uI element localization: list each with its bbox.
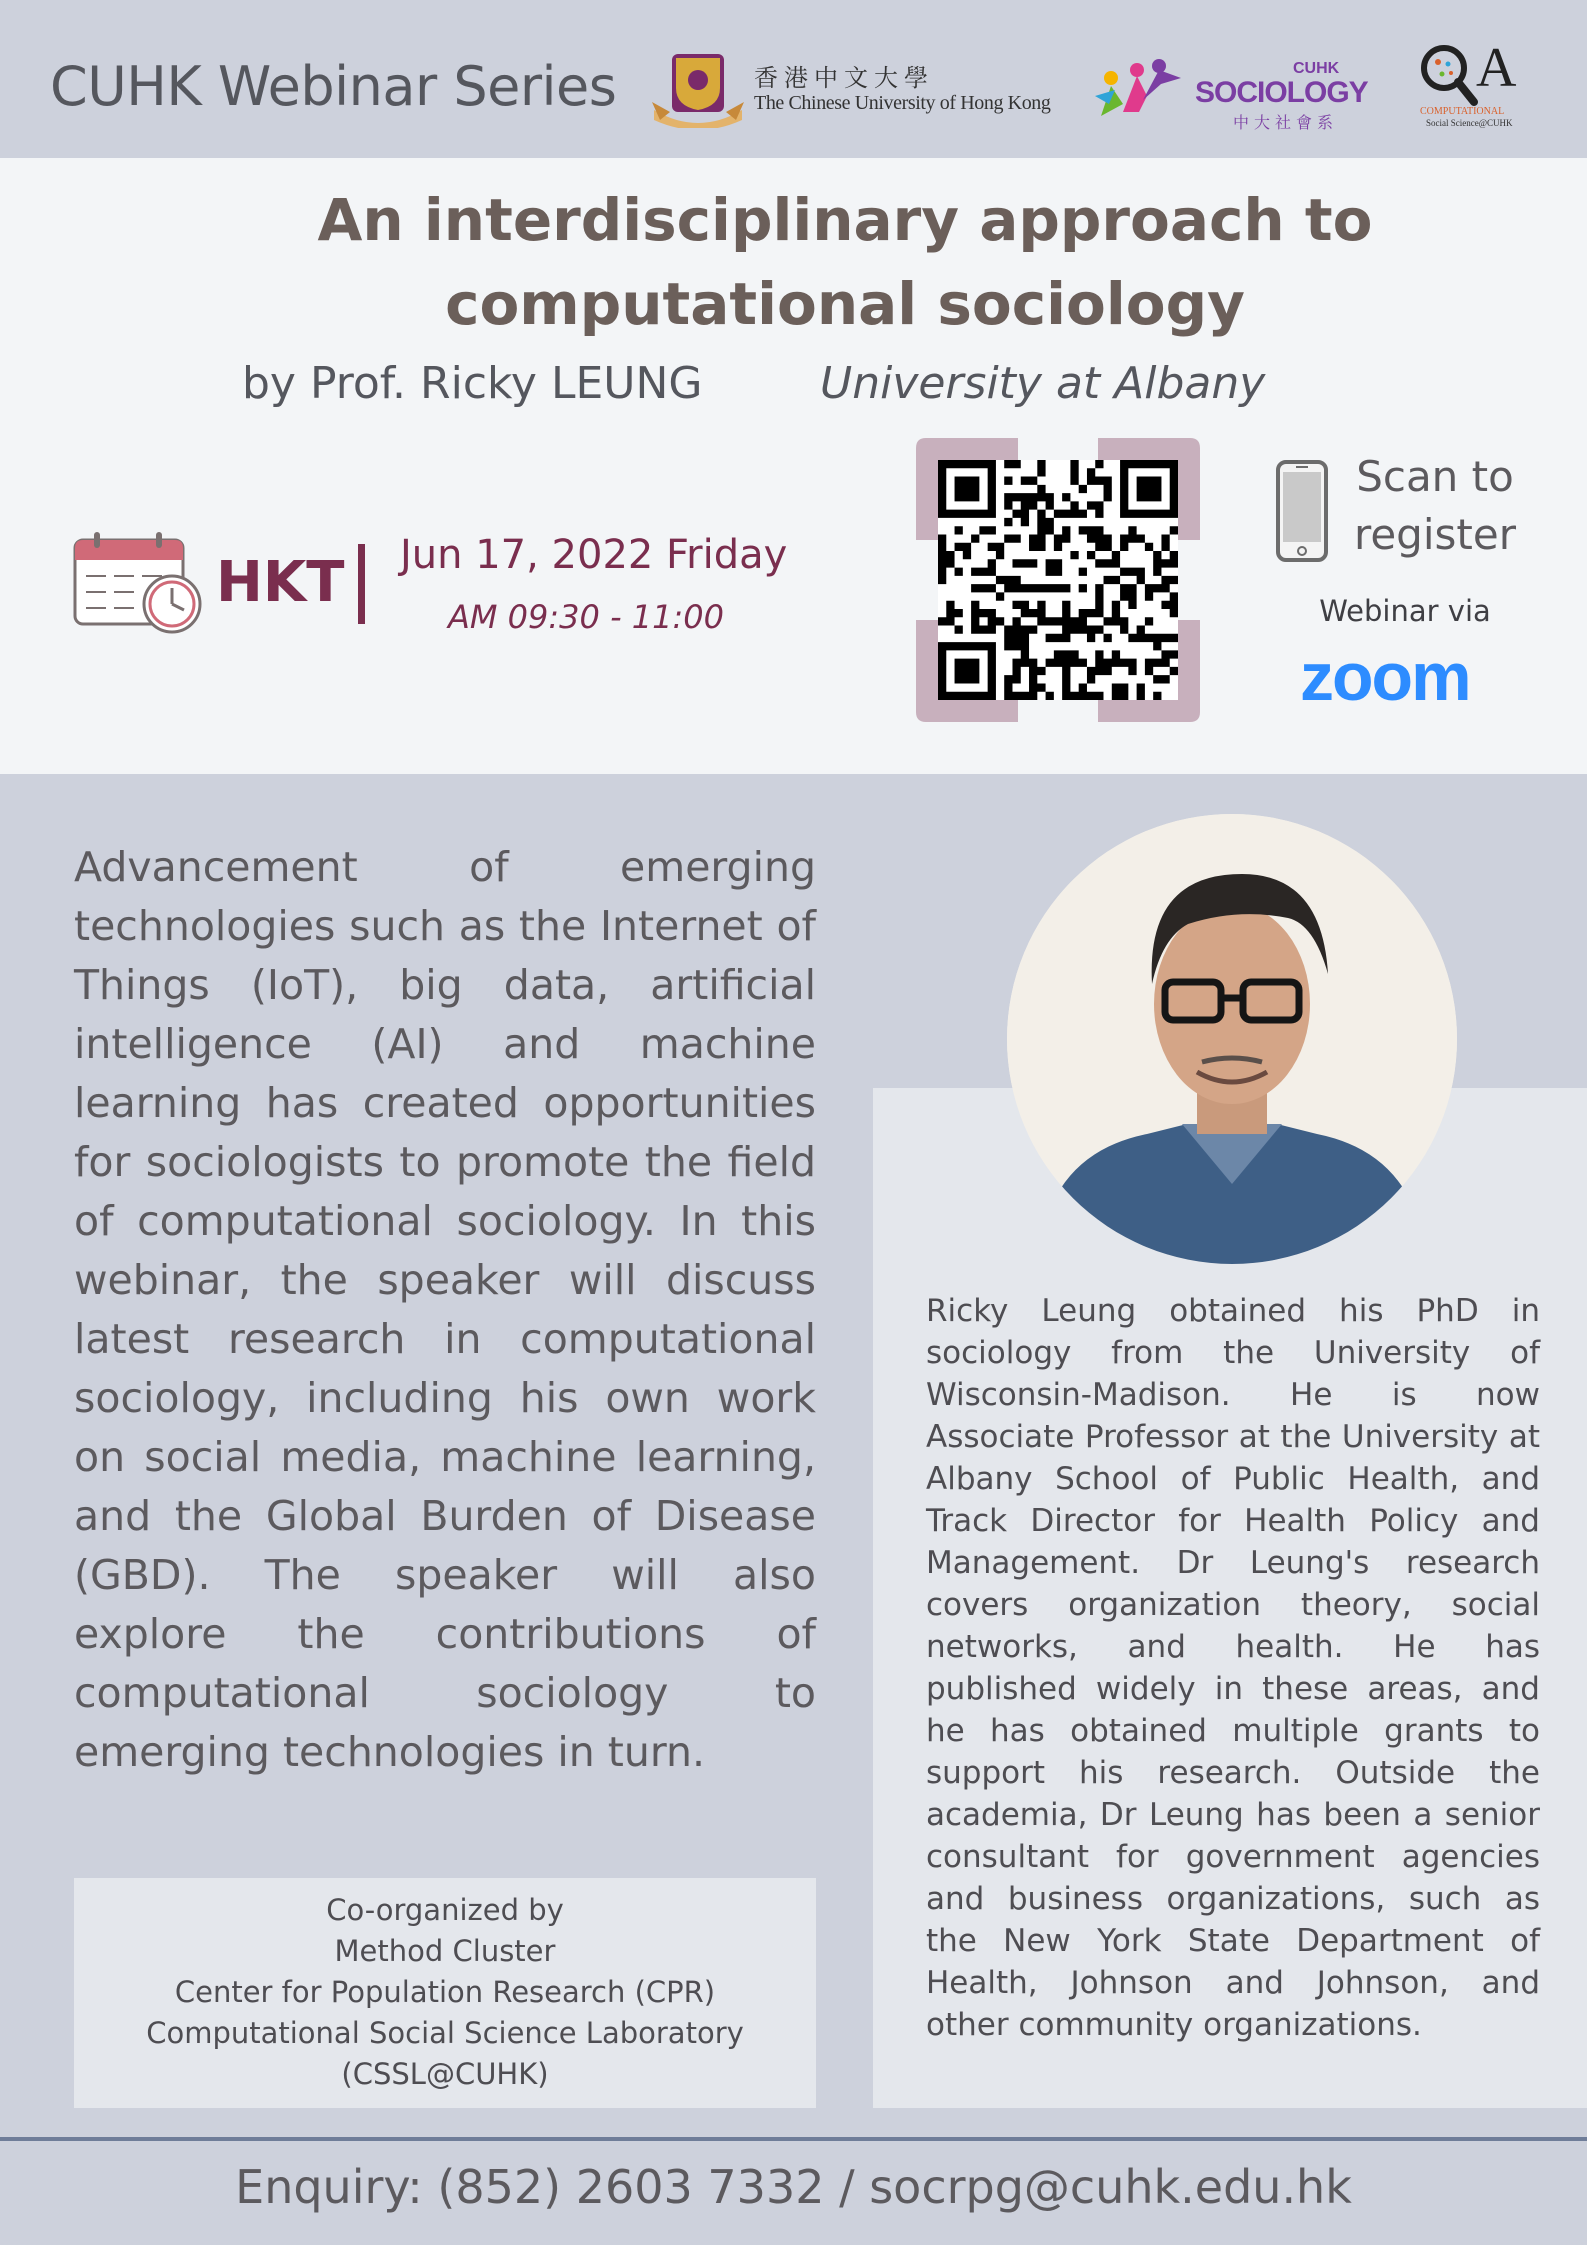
enquiry-contact: Enquiry: (852) 2603 7332 / socrpg@cuhk.edu.hk xyxy=(235,2160,1352,2214)
webinar-via-label: Webinar via xyxy=(1319,594,1491,628)
event-time: AM 09:30 - 11:00 xyxy=(448,598,724,636)
series-title: CUHK Webinar Series xyxy=(50,55,617,118)
event-title-line2: computational sociology xyxy=(445,270,1245,338)
scan-line2: register xyxy=(1354,510,1516,559)
sociology-logo-cuhk: CUHK xyxy=(1293,60,1340,77)
coorganizer-item: Center for Population Research (CPR) xyxy=(174,1975,716,2009)
phone-icon xyxy=(1276,460,1328,562)
sociology-logo-chinese: 中大社會系 xyxy=(1233,113,1339,132)
coorganizer-item: Computational Social Science Laboratory xyxy=(146,2016,744,2050)
event-info-panel xyxy=(0,158,1587,774)
registration-qr-code[interactable] xyxy=(916,438,1200,722)
zoom-logo: zoom xyxy=(1300,639,1470,715)
cuhk-crest-icon xyxy=(652,52,744,128)
header-bar xyxy=(0,0,1587,158)
magnifier-icon xyxy=(1418,42,1482,112)
coorganizers-heading: Co-organized by xyxy=(326,1893,564,1927)
timezone-divider xyxy=(358,544,365,624)
cssl-logo-line2: Social Science@CUHK xyxy=(1426,118,1513,128)
event-title xyxy=(0,178,1587,346)
speaker-portrait xyxy=(1007,814,1457,1264)
cssl-logo xyxy=(1418,37,1538,132)
coorganizer-item: (CSSL@CUHK) xyxy=(341,2057,549,2091)
cuhk-logo xyxy=(652,52,1052,128)
calendar-clock-icon xyxy=(72,530,206,636)
cssl-logo-line1: COMPUTATIONAL xyxy=(1420,106,1505,117)
timezone-label: HKT xyxy=(216,550,345,615)
speaker-photo xyxy=(1007,814,1457,1264)
qr-code-image xyxy=(938,460,1178,700)
sociology-logo-text: SOCIOLOGY xyxy=(1195,76,1368,109)
people-figures-icon xyxy=(1093,56,1183,126)
speaker-name: by Prof. Ricky LEUNG xyxy=(242,358,703,409)
event-date: Jun 17, 2022 Friday xyxy=(400,532,788,578)
event-title-line1: An interdisciplinary approach to xyxy=(317,186,1373,254)
speaker-bio: Ricky Leung obtained his PhD in sociology from the University of Wisconsin-Madison. He is now Associate Professor at the University at Albany School of Public Health, and Track Director for Health Policy and Management. Dr Leung's research covers organization theory, social networks, and health. He has published widely in these areas, and he has obtained multiple grants to support his research. Outside the academia, Dr Leung has been a senior consultant for government agencies and business organizations, such as the New York State Department of Health, Johnson and Johnson, and other community organizations. xyxy=(926,1293,1540,2043)
coorganizer-item: Method Cluster xyxy=(334,1934,556,1968)
speaker-affiliation: University at Albany xyxy=(820,358,1266,409)
footer-divider xyxy=(0,2137,1587,2141)
cuhk-logo-chinese: 香港中文大學 xyxy=(754,64,934,92)
cssl-logo-letter: A xyxy=(1476,37,1517,99)
qr-modules xyxy=(938,460,1178,700)
scan-line1: Scan to xyxy=(1356,452,1514,501)
abstract-text: Advancement of emerging technologies such as the Internet of Things (IoT), big data, artificial intelligence (AI) and machine learning has created opportunities for sociologists to promote the field of computational sociology. In this webinar, the speaker will discuss latest research in computational sociology, including his own work on social media, machine learning, and the Global Burden of Disease (GBD). The speaker will also explore the contributions of computational sociology to emerging technologies in turn. xyxy=(74,843,816,1776)
cuhk-logo-english: The Chinese University of Hong Kong xyxy=(754,92,1051,114)
sociology-logo xyxy=(1093,56,1368,132)
scan-to-register xyxy=(1335,448,1535,564)
coorganizers-box xyxy=(74,1878,816,2108)
